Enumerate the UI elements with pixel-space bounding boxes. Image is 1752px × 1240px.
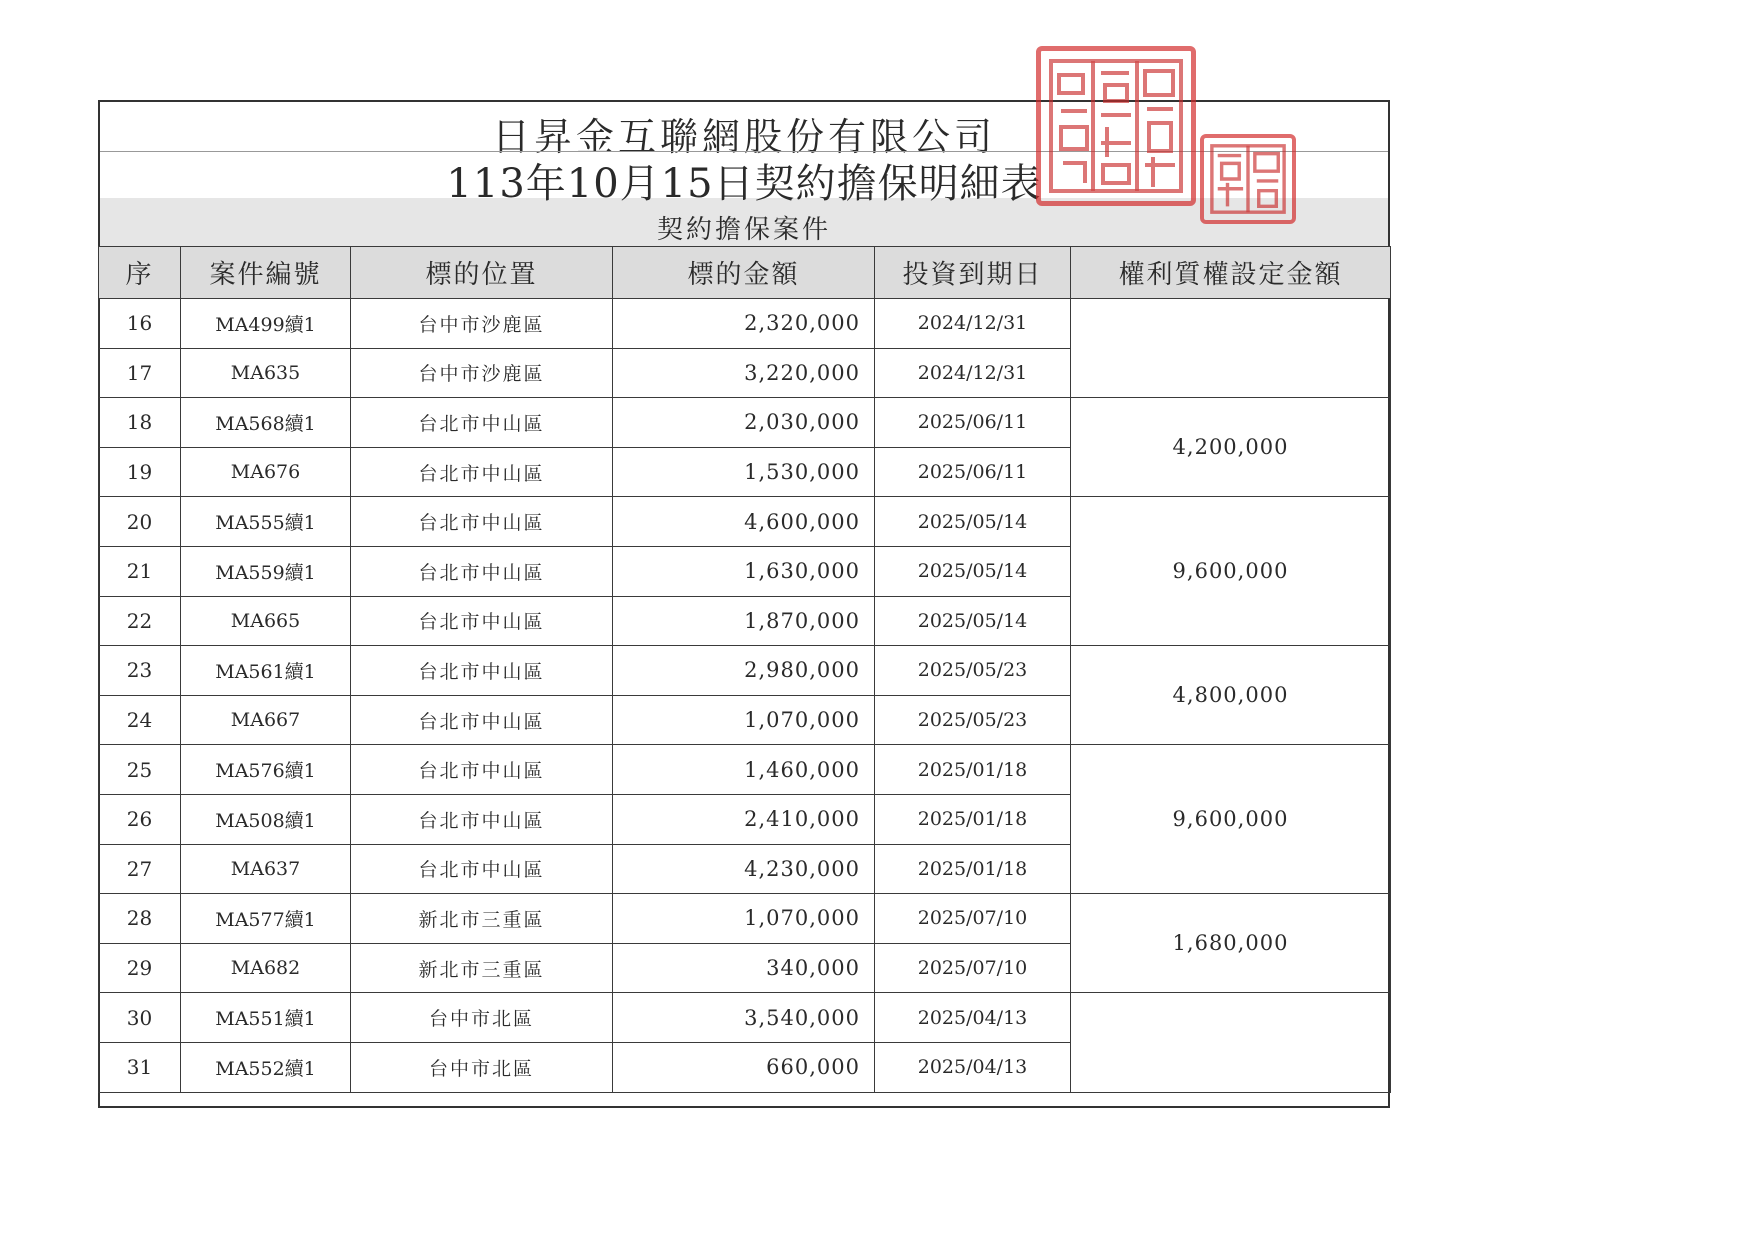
table-row [99,497,1391,547]
row-location: 台北市中山區 [351,646,613,696]
row-due-date: 2025/07/10 [875,894,1071,944]
document-title: 113年10月15日契約擔保明細表 [446,161,1042,207]
table-row [99,398,1391,448]
row-location: 台中市北區 [351,993,613,1043]
row-location: 台北市中山區 [351,745,613,795]
row-case-number: MA667 [181,695,351,745]
company-seal-icon [1036,46,1196,206]
pledge-amount: 9,600,000 [1071,497,1391,646]
col-header-case: 案件編號 [181,247,351,299]
row-seq: 27 [99,844,181,894]
row-seq: 17 [99,348,181,398]
row-case-number: MA551續1 [181,993,351,1043]
row-amount: 2,320,000 [613,299,875,349]
table-body [99,299,1391,1093]
col-header-location: 標的位置 [351,247,613,299]
row-location: 新北市三重區 [351,894,613,944]
row-due-date: 2024/12/31 [875,299,1071,349]
row-seq: 20 [99,497,181,547]
row-case-number: MA561續1 [181,646,351,696]
row-case-number: MA568續1 [181,398,351,448]
row-location: 台北市中山區 [351,695,613,745]
row-case-number: MA577續1 [181,894,351,944]
table-row [99,894,1391,944]
row-case-number: MA508續1 [181,794,351,844]
row-amount: 2,030,000 [613,398,875,448]
representative-seal-icon [1200,134,1296,224]
row-due-date: 2025/05/14 [875,546,1071,596]
row-seq: 23 [99,646,181,696]
row-location: 台中市沙鹿區 [351,348,613,398]
pledge-amount [1071,993,1391,1092]
row-case-number: MA665 [181,596,351,646]
row-location: 台北市中山區 [351,596,613,646]
row-due-date: 2025/05/14 [875,497,1071,547]
row-seq: 26 [99,794,181,844]
row-seq: 21 [99,546,181,596]
row-amount: 3,540,000 [613,993,875,1043]
row-amount: 1,070,000 [613,894,875,944]
row-amount: 1,870,000 [613,596,875,646]
row-location: 台北市中山區 [351,447,613,497]
row-amount: 1,530,000 [613,447,875,497]
row-due-date: 2025/05/23 [875,646,1071,696]
row-due-date: 2025/06/11 [875,398,1071,448]
pledge-amount [1071,299,1391,398]
row-seq: 16 [99,299,181,349]
table-row [99,299,1391,349]
section-title: 契約擔保案件 [656,215,831,245]
row-due-date: 2025/06/11 [875,447,1071,497]
row-amount: 1,070,000 [613,695,875,745]
row-amount: 4,600,000 [613,497,875,547]
row-location: 台中市北區 [351,1042,613,1092]
pledge-amount: 4,200,000 [1071,398,1391,497]
row-seq: 18 [99,398,181,448]
table-row [99,646,1391,696]
row-due-date: 2025/01/18 [875,844,1071,894]
row-location: 台北市中山區 [351,497,613,547]
row-seq: 25 [99,745,181,795]
row-amount: 340,000 [613,943,875,993]
col-header-due: 投資到期日 [875,247,1071,299]
row-case-number: MA552續1 [181,1042,351,1092]
row-seq: 30 [99,993,181,1043]
row-case-number: MA637 [181,844,351,894]
col-header-amount: 標的金額 [613,247,875,299]
row-amount: 1,630,000 [613,546,875,596]
pledge-amount: 9,600,000 [1071,745,1391,894]
row-seq: 31 [99,1042,181,1092]
row-location: 新北市三重區 [351,943,613,993]
row-due-date: 2025/05/23 [875,695,1071,745]
row-amount: 2,980,000 [613,646,875,696]
row-seq: 19 [99,447,181,497]
col-header-seq: 序 [99,247,181,299]
row-amount: 1,460,000 [613,745,875,795]
row-case-number: MA576續1 [181,745,351,795]
row-location: 台北市中山區 [351,398,613,448]
col-header-pledge: 權利質權設定金額 [1071,247,1391,299]
row-amount: 3,220,000 [613,348,875,398]
row-amount: 4,230,000 [613,844,875,894]
row-case-number: MA559續1 [181,546,351,596]
row-case-number: MA555續1 [181,497,351,547]
table-row [99,993,1391,1043]
row-seq: 28 [99,894,181,944]
guarantee-table [98,246,1391,1093]
table-row [99,745,1391,795]
row-case-number: MA635 [181,348,351,398]
row-seq: 22 [99,596,181,646]
pledge-amount: 1,680,000 [1071,894,1391,993]
row-due-date: 2025/01/18 [875,794,1071,844]
row-location: 台北市中山區 [351,844,613,894]
table-header-row [99,247,1391,299]
row-location: 台北市中山區 [351,546,613,596]
pledge-amount: 4,800,000 [1071,646,1391,745]
document-sheet [98,100,1390,1108]
row-seq: 24 [99,695,181,745]
row-due-date: 2025/05/14 [875,596,1071,646]
row-amount: 660,000 [613,1042,875,1092]
row-due-date: 2025/07/10 [875,943,1071,993]
row-location: 台北市中山區 [351,794,613,844]
company-name: 日昇金互聯網股份有限公司 [491,115,996,159]
row-seq: 29 [99,943,181,993]
row-due-date: 2025/01/18 [875,745,1071,795]
row-due-date: 2025/04/13 [875,993,1071,1043]
row-case-number: MA499續1 [181,299,351,349]
row-amount: 2,410,000 [613,794,875,844]
row-due-date: 2024/12/31 [875,348,1071,398]
row-due-date: 2025/04/13 [875,1042,1071,1092]
row-location: 台中市沙鹿區 [351,299,613,349]
row-case-number: MA676 [181,447,351,497]
row-case-number: MA682 [181,943,351,993]
